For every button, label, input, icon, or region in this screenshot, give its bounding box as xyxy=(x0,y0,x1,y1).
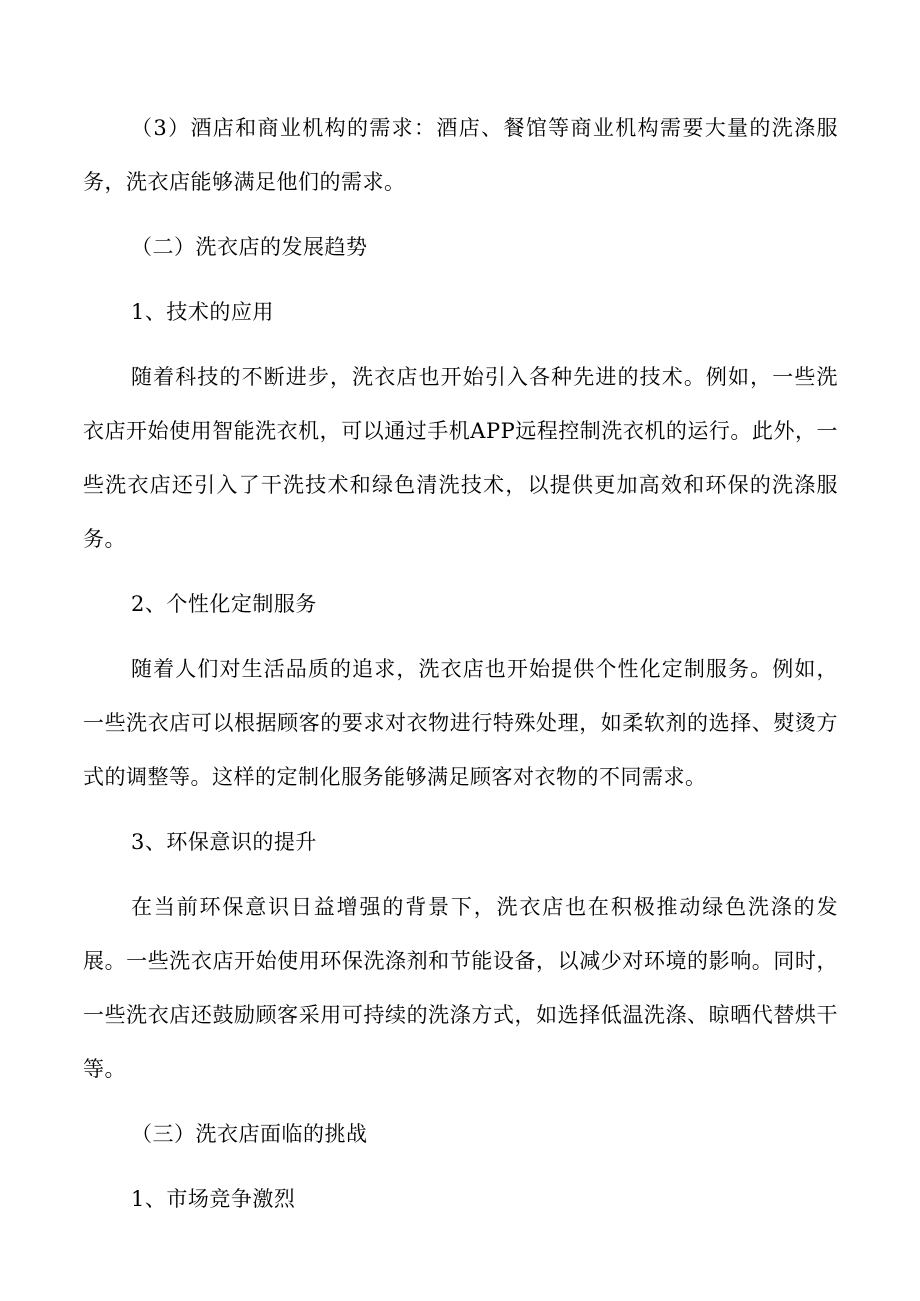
paragraph-environmental-awareness: 在当前环保意识日益增强的背景下，洗衣店也在积极推动绿色洗涤的发展。一些洗衣店开始使用环保洗涤剂和节能设备，以减少对环境的影响。同时，一些洗衣店还鼓励顾客采用可持续的洗涤方式，如选择低温洗涤、晾晒代替烘干等。 xyxy=(83,895,838,1081)
paragraph-spacer xyxy=(83,1161,838,1172)
paragraph-spacer xyxy=(83,631,838,642)
subheading-environmental-awareness: 3、环保意识的提升 xyxy=(131,830,317,854)
subheading-technology-application: 1、技术的应用 xyxy=(131,300,274,324)
paragraph-spacer xyxy=(83,209,838,220)
paragraph-spacer xyxy=(83,804,838,815)
paragraph-spacer xyxy=(83,869,838,880)
document-body xyxy=(83,101,838,1226)
subheading-market-competition: 1、市场竞争激烈 xyxy=(131,1187,296,1211)
section-heading-development-trends: （二）洗衣店的发展趋势 xyxy=(131,235,368,259)
paragraph-spacer xyxy=(83,339,838,350)
paragraph-technology-application: 随着科技的不断进步，洗衣店也开始引入各种先进的技术。例如，一些洗衣店开始使用智能洗衣机，可以通过手机APP远程控制洗衣机的运行。此外，一些洗衣店还引入了干洗技术和绿色清洗技术，以提供更加高效和环保的洗涤服务。 xyxy=(83,365,838,551)
subheading-personalized-service: 2、个性化定制服务 xyxy=(131,592,317,616)
paragraph-personalized-service: 随着人们对生活品质的追求，洗衣店也开始提供个性化定制服务。例如，一些洗衣店可以根据顾客的要求对衣物进行特殊处理，如柔软剂的选择、熨烫方式的调整等。这样的定制化服务能够满足顾客对衣物的不同需求。 xyxy=(83,657,838,789)
section-heading-challenges: （三）洗衣店面临的挑战 xyxy=(131,1122,368,1146)
paragraph-hotel-commercial-demand: （3）酒店和商业机构的需求：酒店、餐馆等商业机构需要大量的洗涤服务，洗衣店能够满足他们的需求。 xyxy=(83,116,838,194)
paragraph-spacer xyxy=(83,274,838,285)
paragraph-spacer xyxy=(83,1096,838,1107)
paragraph-spacer xyxy=(83,566,838,577)
